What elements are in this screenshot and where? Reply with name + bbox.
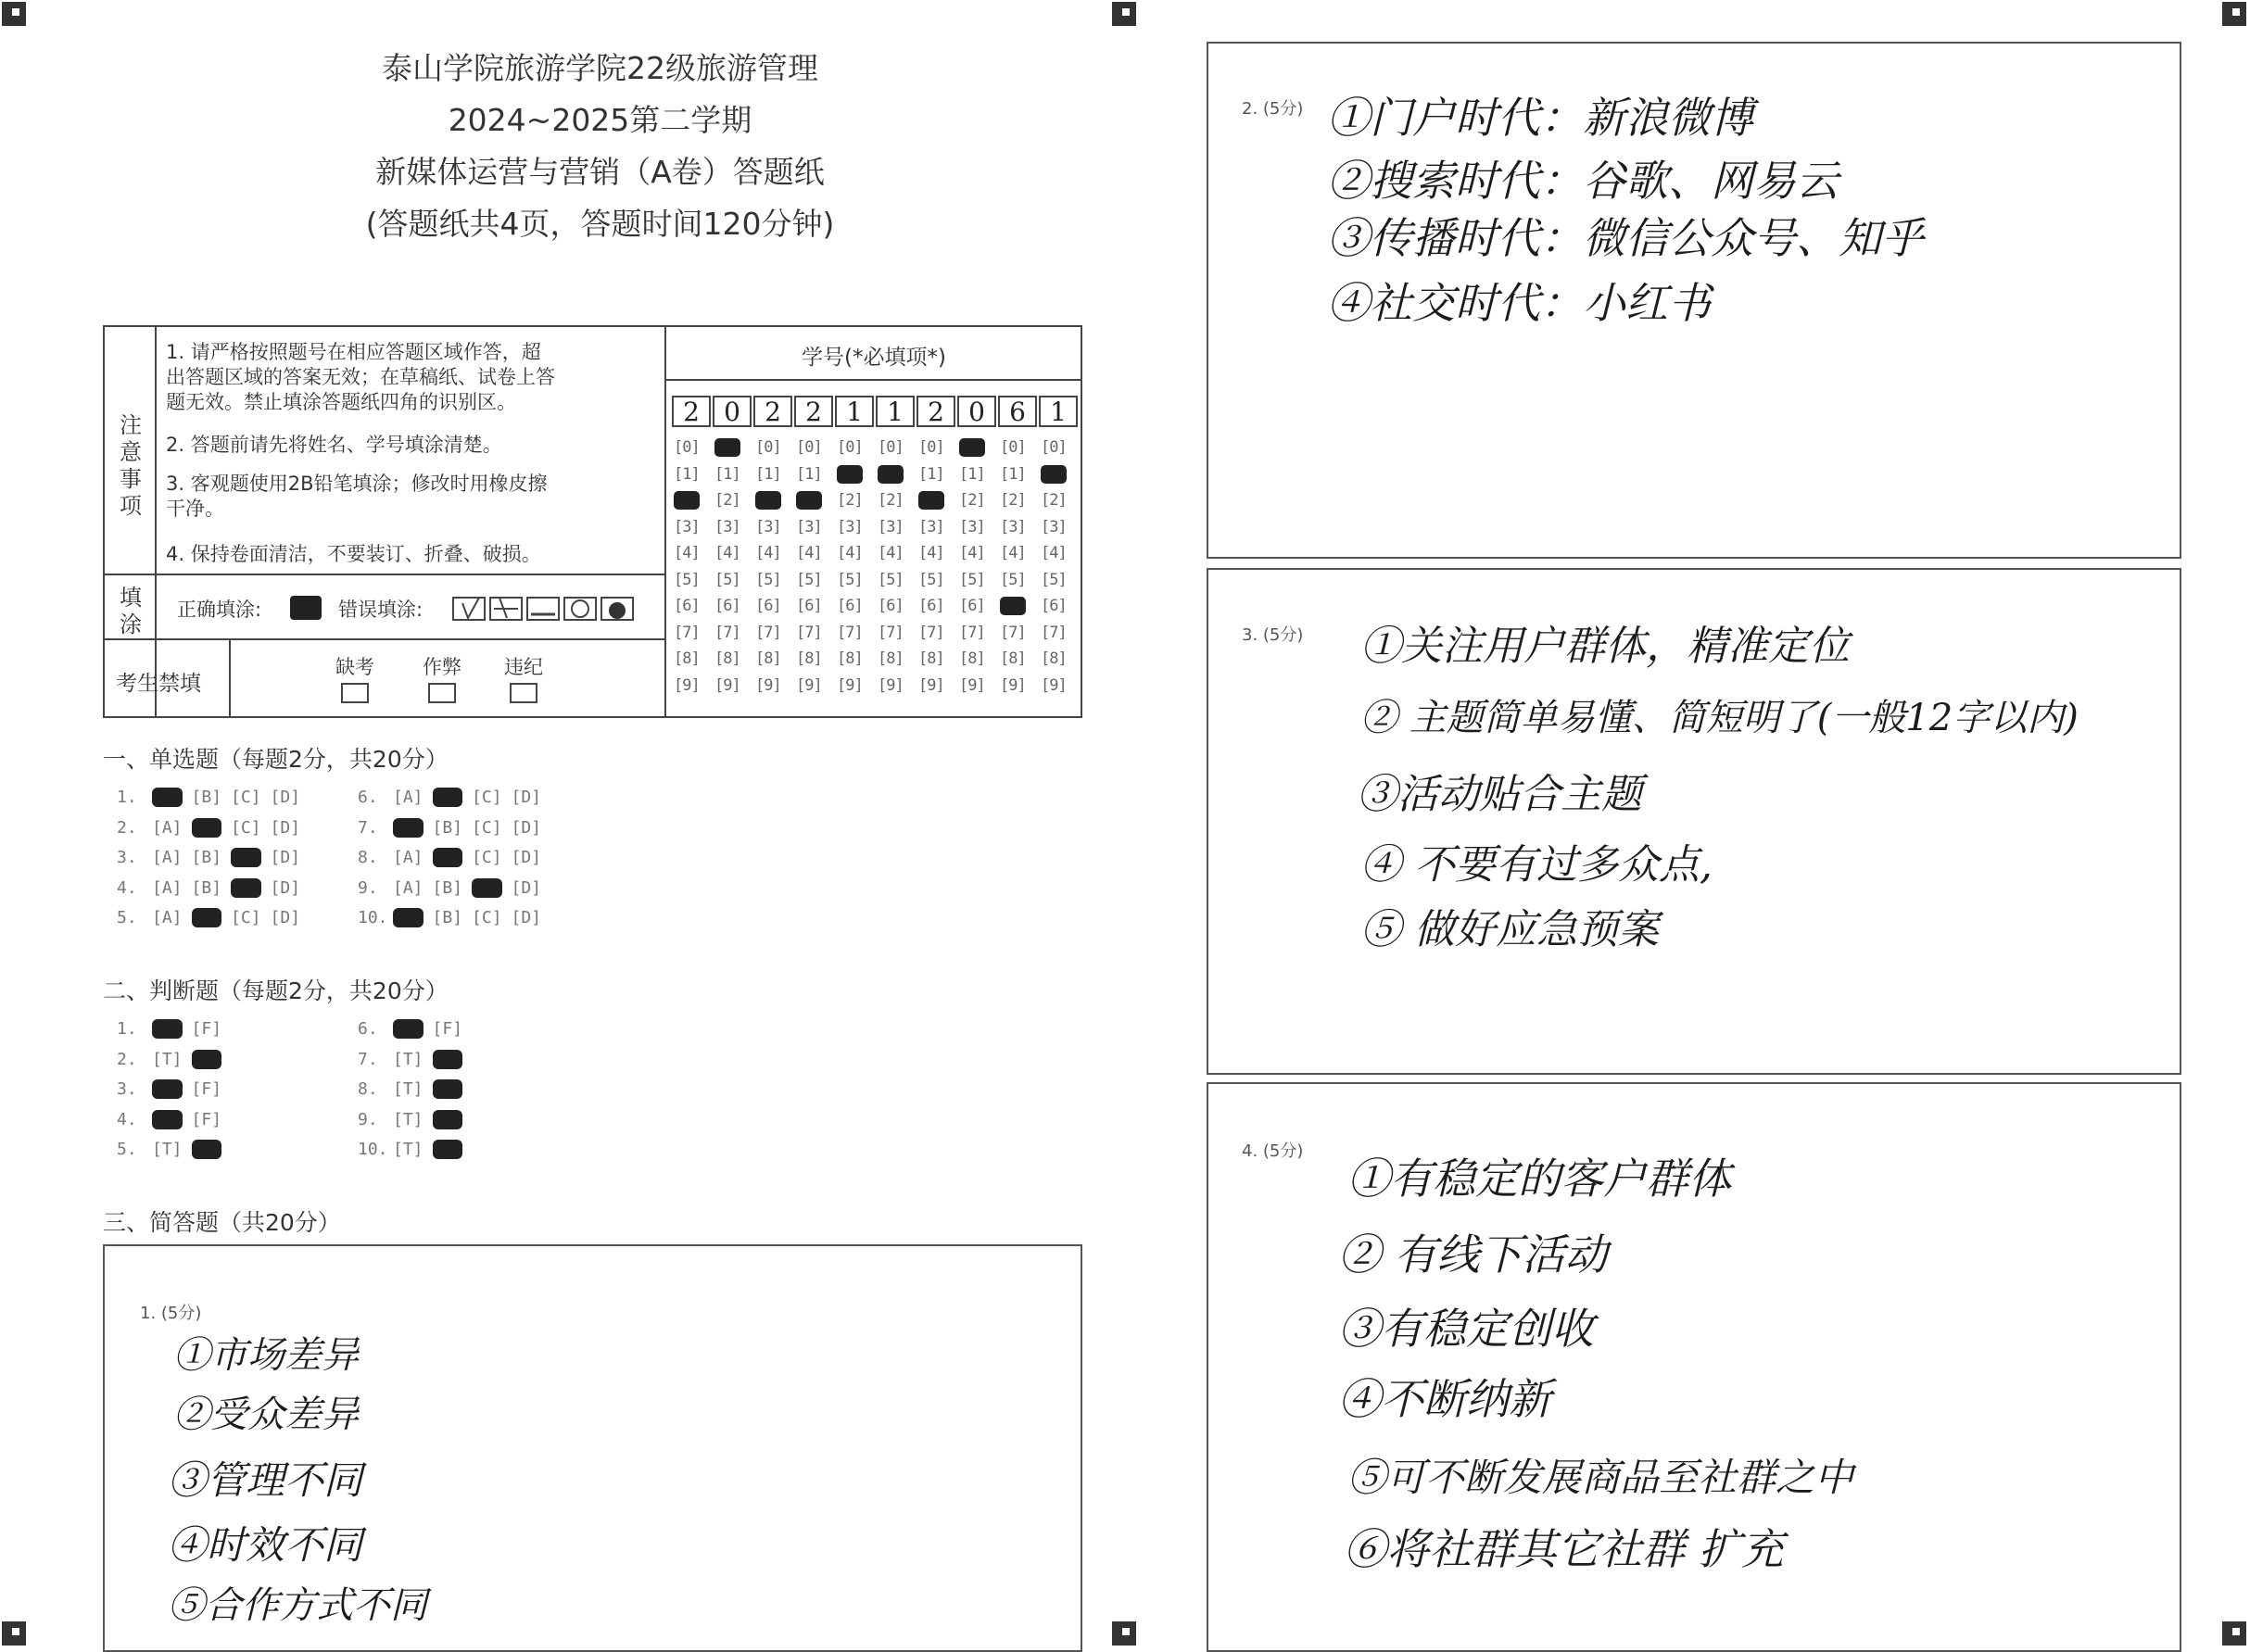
student-id-bubble[interactable]: [4] bbox=[1041, 544, 1067, 562]
student-id-bubble[interactable]: [9] bbox=[837, 675, 863, 695]
single-choice-option-filled[interactable] bbox=[472, 878, 502, 898]
student-id-bubble[interactable]: [7] bbox=[837, 623, 863, 642]
student-id-bubble[interactable]: [9] bbox=[959, 675, 985, 695]
student-id-bubble[interactable]: [9] bbox=[1041, 675, 1067, 695]
true-false-row[interactable] bbox=[358, 1050, 472, 1069]
student-id-bubble[interactable]: [4] bbox=[837, 544, 863, 562]
single-choice-option-filled[interactable] bbox=[192, 818, 222, 838]
student-id-bubble[interactable]: [6] bbox=[755, 597, 781, 615]
single-choice-row[interactable] bbox=[358, 848, 550, 867]
student-id-bubble[interactable]: [0] bbox=[755, 438, 781, 457]
q2-line-3: ③传播时代：微信公众号、知乎 bbox=[1327, 213, 1924, 263]
student-id-bubble[interactable]: [8] bbox=[837, 649, 863, 668]
student-id-bubble[interactable]: [5] bbox=[755, 570, 781, 589]
student-id-bubble[interactable]: [3] bbox=[714, 517, 740, 536]
single-choice-option[interactable]: [D] bbox=[270, 848, 301, 867]
fill-label: 填 涂 bbox=[120, 585, 142, 637]
single-choice-option[interactable]: [B] bbox=[432, 908, 463, 927]
student-id-bubble[interactable]: [6] bbox=[714, 597, 740, 615]
student-id-bubble[interactable]: [9] bbox=[796, 675, 822, 695]
single-choice-number: 6. bbox=[358, 788, 378, 807]
student-id-bubble[interactable]: [9] bbox=[714, 675, 740, 695]
notice-rule-4: 4. 保持卷面清洁，不要装订、折叠、破损。 bbox=[166, 543, 541, 565]
correct-fill-label: 正确填涂: bbox=[177, 599, 262, 621]
student-id-digit: 2 bbox=[672, 396, 711, 427]
student-id-bubble[interactable]: [2] bbox=[1000, 491, 1026, 510]
true-false-option-filled[interactable] bbox=[393, 1019, 423, 1039]
student-id-bubble[interactable]: [3] bbox=[755, 517, 781, 536]
student-id-bubble-filled[interactable] bbox=[878, 465, 904, 484]
single-choice-option[interactable]: [D] bbox=[270, 877, 301, 898]
single-choice-option[interactable]: [A] bbox=[152, 817, 183, 838]
student-id-bubble[interactable]: [9] bbox=[755, 675, 781, 695]
student-id-bubble[interactable]: [3] bbox=[959, 517, 985, 536]
true-false-option[interactable]: [F] bbox=[432, 1019, 463, 1039]
notice-rule-3: 3. 客观题使用2B铅笔填涂；修改时用橡皮擦 干净。 bbox=[166, 473, 548, 520]
violation-checkbox[interactable] bbox=[510, 683, 537, 703]
true-false-row[interactable] bbox=[117, 1019, 231, 1039]
q2-line-4: ④社交时代：小红书 bbox=[1327, 278, 1711, 328]
school-title: 泰山学院旅游学院22级旅游管理 bbox=[382, 50, 818, 86]
student-id-bubble[interactable]: [6] bbox=[1041, 597, 1067, 615]
true-false-row[interactable] bbox=[117, 1050, 231, 1069]
student-id-bubble[interactable]: [8] bbox=[755, 649, 781, 668]
single-choice-option[interactable]: [A] bbox=[393, 877, 423, 898]
true-false-option-filled[interactable] bbox=[152, 1079, 183, 1099]
student-id-bubble[interactable]: [1] bbox=[714, 464, 740, 484]
true-false-number: 9. bbox=[358, 1109, 378, 1129]
student-id-bubble[interactable]: [0] bbox=[878, 438, 904, 457]
student-id-digit: 1 bbox=[1039, 396, 1078, 427]
student-id-bubble[interactable]: [0] bbox=[796, 438, 822, 457]
single-choice-option[interactable]: [C] bbox=[231, 908, 261, 927]
single-choice-number: 4. bbox=[117, 877, 137, 898]
cheating-option[interactable]: 作弊 bbox=[414, 655, 470, 705]
q3-line-1: ①关注用户群体，精准定位 bbox=[1360, 623, 1850, 670]
student-id-digit: 6 bbox=[998, 396, 1037, 427]
q4-line-2: ② 有线下活动 bbox=[1338, 1230, 1608, 1280]
answer-box-q3[interactable] bbox=[1207, 568, 2181, 1075]
single-choice-option[interactable]: [B] bbox=[191, 848, 222, 867]
student-id-digit: 1 bbox=[876, 396, 915, 427]
student-id-bubble[interactable]: [4] bbox=[714, 544, 740, 562]
single-choice-option[interactable]: [C] bbox=[231, 788, 261, 807]
true-false-number: 10. bbox=[358, 1140, 388, 1159]
student-id-bubble[interactable]: [4] bbox=[959, 544, 985, 562]
student-id-bubble-filled[interactable] bbox=[674, 491, 700, 510]
corner-marker-bottom-right bbox=[2222, 1621, 2246, 1646]
true-false-option-filled[interactable] bbox=[433, 1110, 463, 1129]
single-choice-option[interactable]: [C] bbox=[472, 788, 502, 807]
student-id-digit: 2 bbox=[753, 396, 792, 427]
cheating-checkbox[interactable] bbox=[428, 683, 456, 703]
student-id-bubble[interactable]: [0] bbox=[674, 438, 700, 457]
student-id-bubble[interactable]: [7] bbox=[1000, 623, 1026, 642]
single-choice-row[interactable] bbox=[358, 908, 550, 927]
corner-marker-bottom-left bbox=[2, 1621, 26, 1646]
q2-line-1: ①门户时代：新浪微博 bbox=[1327, 93, 1753, 143]
student-id-bubble[interactable]: [9] bbox=[878, 675, 904, 695]
q1-line-4: ④时效不同 bbox=[168, 1522, 363, 1568]
true-false-number: 3. bbox=[117, 1079, 137, 1099]
true-false-number: 7. bbox=[358, 1049, 378, 1069]
single-choice-row[interactable] bbox=[117, 848, 310, 867]
single-choice-number: 5. bbox=[117, 908, 137, 927]
student-id-bubble[interactable]: [2] bbox=[1041, 491, 1067, 510]
student-id-bubble[interactable]: [4] bbox=[918, 544, 944, 562]
q1-line-5: ⑤合作方式不同 bbox=[168, 1584, 427, 1627]
student-id-digit: 0 bbox=[957, 396, 996, 427]
single-choice-option[interactable]: [A] bbox=[152, 877, 183, 898]
student-id-bubble[interactable]: [1] bbox=[918, 464, 944, 484]
student-id-bubble[interactable]: [0] bbox=[1000, 438, 1026, 457]
student-id-bubble[interactable]: [8] bbox=[674, 649, 700, 668]
q1-label: 1. (5分) bbox=[140, 1304, 202, 1323]
wrong-fill-label: 错误填涂: bbox=[338, 599, 423, 621]
true-false-option[interactable]: [T] bbox=[393, 1079, 423, 1099]
student-id-bubble[interactable]: [8] bbox=[918, 649, 944, 668]
student-id-bubble[interactable]: [3] bbox=[837, 517, 863, 536]
single-choice-row[interactable] bbox=[358, 878, 550, 898]
true-false-row[interactable] bbox=[358, 1110, 472, 1129]
semester-title: 2024~2025第二学期 bbox=[448, 102, 752, 138]
true-false-option-filled[interactable] bbox=[433, 1050, 463, 1069]
true-false-row[interactable] bbox=[358, 1140, 472, 1159]
student-id-bubble[interactable]: [3] bbox=[1000, 517, 1026, 536]
corner-marker-top-left bbox=[2, 2, 26, 26]
q1-line-1: ①市场差异 bbox=[173, 1334, 359, 1377]
single-choice-option-filled[interactable] bbox=[393, 818, 423, 838]
single-choice-number: 9. bbox=[358, 877, 378, 898]
true-false-option[interactable]: [T] bbox=[152, 1049, 183, 1069]
student-id-bubble-filled[interactable] bbox=[959, 438, 985, 457]
student-id-bubble[interactable]: [7] bbox=[674, 623, 700, 642]
true-false-number: 1. bbox=[117, 1019, 137, 1039]
single-choice-option-filled[interactable] bbox=[433, 848, 463, 867]
notice-rule-2: 2. 答题前请先将姓名、学号填涂清楚。 bbox=[166, 434, 502, 456]
student-id-bubble[interactable]: [6] bbox=[878, 597, 904, 615]
student-id-bubble[interactable]: [5] bbox=[796, 570, 822, 589]
single-choice-option[interactable]: [B] bbox=[191, 788, 222, 807]
student-id-bubble[interactable]: [3] bbox=[796, 517, 822, 536]
student-id-bubble-filled[interactable] bbox=[918, 491, 944, 510]
single-choice-number: 2. bbox=[117, 817, 137, 838]
student-id-bubble[interactable]: [6] bbox=[918, 597, 944, 615]
student-id-bubble[interactable]: [1] bbox=[755, 464, 781, 484]
student-id-bubble[interactable]: [2] bbox=[714, 491, 740, 510]
student-id-bubble[interactable]: [7] bbox=[755, 623, 781, 642]
single-choice-option[interactable]: [D] bbox=[511, 817, 542, 838]
true-false-option-filled[interactable] bbox=[433, 1079, 463, 1099]
answer-box-q1[interactable] bbox=[103, 1244, 1082, 1652]
true-false-row[interactable] bbox=[117, 1140, 231, 1159]
single-choice-option[interactable]: [D] bbox=[511, 788, 542, 807]
student-id-bubble[interactable]: [5] bbox=[918, 570, 944, 589]
true-false-option-filled[interactable] bbox=[152, 1110, 183, 1129]
student-id-bubble[interactable]: [8] bbox=[714, 649, 740, 668]
true-false-option-filled[interactable] bbox=[152, 1019, 183, 1039]
student-id-bubble[interactable]: [3] bbox=[878, 517, 904, 536]
single-choice-option[interactable]: [B] bbox=[191, 877, 222, 898]
single-choice-option[interactable]: [C] bbox=[472, 908, 502, 927]
true-false-option[interactable]: [F] bbox=[191, 1109, 222, 1129]
student-id-bubble[interactable]: [7] bbox=[1041, 623, 1067, 642]
q1-line-2: ②受众差异 bbox=[173, 1393, 359, 1436]
true-false-option[interactable]: [T] bbox=[393, 1049, 423, 1069]
answer-box-q2[interactable] bbox=[1207, 42, 2181, 559]
student-id-bubble[interactable]: [1] bbox=[796, 464, 822, 484]
section-1-title: 一、单选题（每题2分，共20分） bbox=[103, 746, 449, 773]
student-id-bubble[interactable]: [8] bbox=[959, 649, 985, 668]
q4-line-1: ①有稳定的客户群体 bbox=[1347, 1154, 1731, 1204]
student-id-bubble[interactable]: [5] bbox=[878, 570, 904, 589]
student-id-bubble[interactable]: [5] bbox=[1041, 570, 1067, 589]
answer-box-q4[interactable] bbox=[1207, 1082, 2181, 1652]
single-choice-option-filled[interactable] bbox=[192, 908, 222, 927]
single-choice-option[interactable]: [C] bbox=[472, 817, 502, 838]
student-id-bubble[interactable]: [4] bbox=[674, 544, 700, 562]
q3-line-2: ② 主题简单易懂、简短明了(一般12字以内) bbox=[1360, 697, 2079, 739]
notice-box bbox=[103, 325, 1082, 718]
true-false-option-filled[interactable] bbox=[192, 1140, 222, 1159]
true-false-option-filled[interactable] bbox=[433, 1140, 463, 1159]
single-choice-option[interactable]: [A] bbox=[152, 848, 183, 867]
exam-info: (答题纸共4页，答题时间120分钟) bbox=[365, 206, 835, 242]
single-choice-number: 8. bbox=[358, 848, 378, 867]
section-3-title: 三、简答题（共20分） bbox=[103, 1209, 341, 1236]
single-choice-row[interactable] bbox=[117, 818, 310, 838]
student-id-bubble[interactable]: [8] bbox=[1041, 649, 1067, 668]
student-id-bubble[interactable]: [2] bbox=[878, 491, 904, 510]
student-id-bubble-filled[interactable] bbox=[796, 491, 822, 510]
student-id-bubble[interactable]: [3] bbox=[918, 517, 944, 536]
q3-line-4: ④ 不要有过多众点, bbox=[1360, 841, 1713, 889]
true-false-option[interactable]: [F] bbox=[191, 1079, 222, 1099]
student-id-bubble[interactable]: [5] bbox=[674, 570, 700, 589]
student-id-bubble-filled[interactable] bbox=[837, 465, 863, 484]
corner-marker-bottom-center bbox=[1112, 1621, 1136, 1646]
student-id-bubble[interactable]: [0] bbox=[918, 438, 944, 457]
student-id-bubble[interactable]: [8] bbox=[878, 649, 904, 668]
student-id-bubble[interactable]: [6] bbox=[674, 597, 700, 615]
q3-line-3: ③活动贴合主题 bbox=[1357, 771, 1642, 818]
student-id-bubble[interactable]: [9] bbox=[1000, 675, 1026, 695]
student-id-bubble[interactable]: [4] bbox=[796, 544, 822, 562]
student-id-bubble[interactable]: [4] bbox=[755, 544, 781, 562]
student-id-bubble[interactable]: [6] bbox=[796, 597, 822, 615]
true-false-row[interactable] bbox=[358, 1079, 472, 1099]
student-id-bubble[interactable]: [2] bbox=[959, 491, 985, 510]
q1-line-3: ③管理不同 bbox=[168, 1457, 363, 1503]
student-id-bubble[interactable]: [7] bbox=[878, 623, 904, 642]
single-choice-number: 1. bbox=[117, 788, 137, 807]
student-id-bubble[interactable]: [0] bbox=[1041, 438, 1067, 457]
student-id-bubble[interactable]: [3] bbox=[1041, 517, 1067, 536]
single-choice-option[interactable]: [A] bbox=[393, 788, 423, 807]
single-choice-number: 7. bbox=[358, 817, 378, 838]
student-id-bubble-filled[interactable] bbox=[714, 438, 740, 457]
wrong-fill-samples bbox=[451, 594, 637, 629]
student-id-bubble[interactable]: [3] bbox=[674, 517, 700, 536]
single-choice-option[interactable]: [D] bbox=[270, 908, 301, 927]
student-id-bubble[interactable]: [7] bbox=[918, 623, 944, 642]
student-id-bubble[interactable]: [8] bbox=[796, 649, 822, 668]
student-id-bubble[interactable]: [9] bbox=[674, 675, 700, 695]
student-id-bubble[interactable]: [7] bbox=[796, 623, 822, 642]
absent-checkbox[interactable] bbox=[341, 683, 369, 703]
true-false-number: 6. bbox=[358, 1019, 378, 1039]
true-false-number: 4. bbox=[117, 1109, 137, 1129]
student-id-bubble-filled[interactable] bbox=[755, 491, 781, 510]
student-id-bubble[interactable]: [5] bbox=[959, 570, 985, 589]
student-id-bubble[interactable]: [7] bbox=[959, 623, 985, 642]
single-choice-option-filled[interactable] bbox=[231, 878, 261, 898]
student-id-bubble[interactable]: [8] bbox=[1000, 649, 1026, 668]
true-false-number: 5. bbox=[117, 1140, 137, 1159]
single-choice-row[interactable] bbox=[117, 788, 310, 807]
single-choice-option[interactable]: [B] bbox=[432, 817, 463, 838]
q2-label: 2. (5分) bbox=[1242, 99, 1304, 119]
true-false-number: 2. bbox=[117, 1049, 137, 1069]
single-choice-option[interactable]: [D] bbox=[270, 788, 301, 807]
q3-label: 3. (5分) bbox=[1242, 625, 1304, 645]
true-false-option[interactable]: [F] bbox=[191, 1019, 222, 1039]
single-choice-option[interactable]: [D] bbox=[511, 908, 542, 927]
student-id-bubble[interactable]: [1] bbox=[674, 464, 700, 484]
notice-rule-1: 1. 请严格按照题号在相应答题区域作答，超 出答题区域的答案无效；在草稿纸、试卷上答 题无效。禁止填涂答题纸四角的识别区。 bbox=[166, 341, 555, 413]
student-id-bubble[interactable]: [1] bbox=[959, 464, 985, 484]
student-id-bubble[interactable]: [2] bbox=[837, 491, 863, 510]
corner-marker-top-center bbox=[1112, 2, 1136, 26]
absent-option[interactable]: 缺考 bbox=[327, 655, 383, 705]
student-id-bubble[interactable]: [5] bbox=[1000, 570, 1026, 589]
q3-line-5: ⑤ 做好应急预案 bbox=[1360, 906, 1659, 953]
section-2-title: 二、判断题（每题2分，共20分） bbox=[103, 977, 449, 1004]
student-id-bubble[interactable]: [4] bbox=[878, 544, 904, 562]
true-false-row[interactable] bbox=[117, 1110, 231, 1129]
student-id-digit: 0 bbox=[713, 396, 752, 427]
student-id-bubble[interactable]: [4] bbox=[1000, 544, 1026, 562]
true-false-option[interactable]: [T] bbox=[152, 1140, 183, 1159]
single-choice-number: 10. bbox=[358, 908, 388, 927]
q4-line-4: ④不断纳新 bbox=[1338, 1374, 1551, 1424]
student-id-bubble[interactable]: [6] bbox=[959, 597, 985, 615]
student-id-title: 学号(*必填项*) bbox=[802, 346, 946, 370]
student-id-bubble[interactable]: [0] bbox=[837, 438, 863, 457]
true-false-row[interactable] bbox=[358, 1019, 472, 1039]
correct-fill-sample bbox=[290, 596, 322, 620]
q4-line-6: ⑥将社群其它社群 扩充 bbox=[1344, 1524, 1784, 1574]
student-id-digit: 1 bbox=[835, 396, 874, 427]
student-id-bubble[interactable]: [7] bbox=[714, 623, 740, 642]
student-id-bubble[interactable]: [1] bbox=[1000, 464, 1026, 484]
q2-line-2: ②搜索时代：谷歌、网易云 bbox=[1327, 156, 1839, 206]
single-choice-row[interactable] bbox=[117, 908, 310, 927]
student-id-bubble-filled[interactable] bbox=[1000, 597, 1026, 615]
student-id-bubble[interactable]: [9] bbox=[918, 675, 944, 695]
student-id-digit: 2 bbox=[916, 396, 955, 427]
q4-line-5: ⑤可不断发展商品至社群之中 bbox=[1347, 1455, 1854, 1500]
single-choice-row[interactable] bbox=[358, 788, 550, 807]
single-choice-option[interactable]: [D] bbox=[511, 877, 542, 898]
student-id-digit: 2 bbox=[794, 396, 833, 427]
single-choice-option[interactable]: [B] bbox=[432, 877, 463, 898]
single-choice-row[interactable] bbox=[358, 818, 550, 838]
single-choice-option[interactable]: [A] bbox=[152, 908, 183, 927]
q4-label: 4. (5分) bbox=[1242, 1141, 1304, 1161]
single-choice-option-filled[interactable] bbox=[433, 788, 463, 807]
q4-line-3: ③有稳定创收 bbox=[1338, 1304, 1594, 1354]
student-id-bubble[interactable]: [5] bbox=[714, 570, 740, 589]
student-id-bubble[interactable]: [6] bbox=[837, 597, 863, 615]
single-choice-option[interactable]: [C] bbox=[231, 817, 261, 838]
student-id-bubble[interactable]: [5] bbox=[837, 570, 863, 589]
single-choice-option-filled[interactable] bbox=[393, 908, 423, 927]
true-false-option[interactable]: [T] bbox=[393, 1140, 423, 1159]
single-choice-option-filled[interactable] bbox=[231, 848, 261, 867]
single-choice-number: 3. bbox=[117, 848, 137, 867]
single-choice-option[interactable]: [D] bbox=[511, 848, 542, 867]
single-choice-option-filled[interactable] bbox=[152, 788, 183, 807]
true-false-number: 8. bbox=[358, 1079, 378, 1099]
violation-option[interactable]: 违纪 bbox=[496, 655, 551, 705]
true-false-option[interactable]: [T] bbox=[393, 1109, 423, 1129]
single-choice-option[interactable]: [C] bbox=[472, 848, 502, 867]
single-choice-option[interactable]: [D] bbox=[270, 817, 301, 838]
single-choice-row[interactable] bbox=[117, 878, 310, 898]
corner-marker-top-right bbox=[2222, 2, 2246, 26]
proctor-label: 考生禁填 bbox=[116, 672, 201, 696]
course-title: 新媒体运营与营销（A卷）答题纸 bbox=[375, 154, 825, 190]
notice-label: 注 意 事 项 bbox=[120, 412, 142, 519]
student-id-bubble-filled[interactable] bbox=[1041, 465, 1067, 484]
single-choice-option[interactable]: [A] bbox=[393, 848, 423, 867]
true-false-option-filled[interactable] bbox=[192, 1050, 222, 1069]
true-false-row[interactable] bbox=[117, 1079, 231, 1099]
